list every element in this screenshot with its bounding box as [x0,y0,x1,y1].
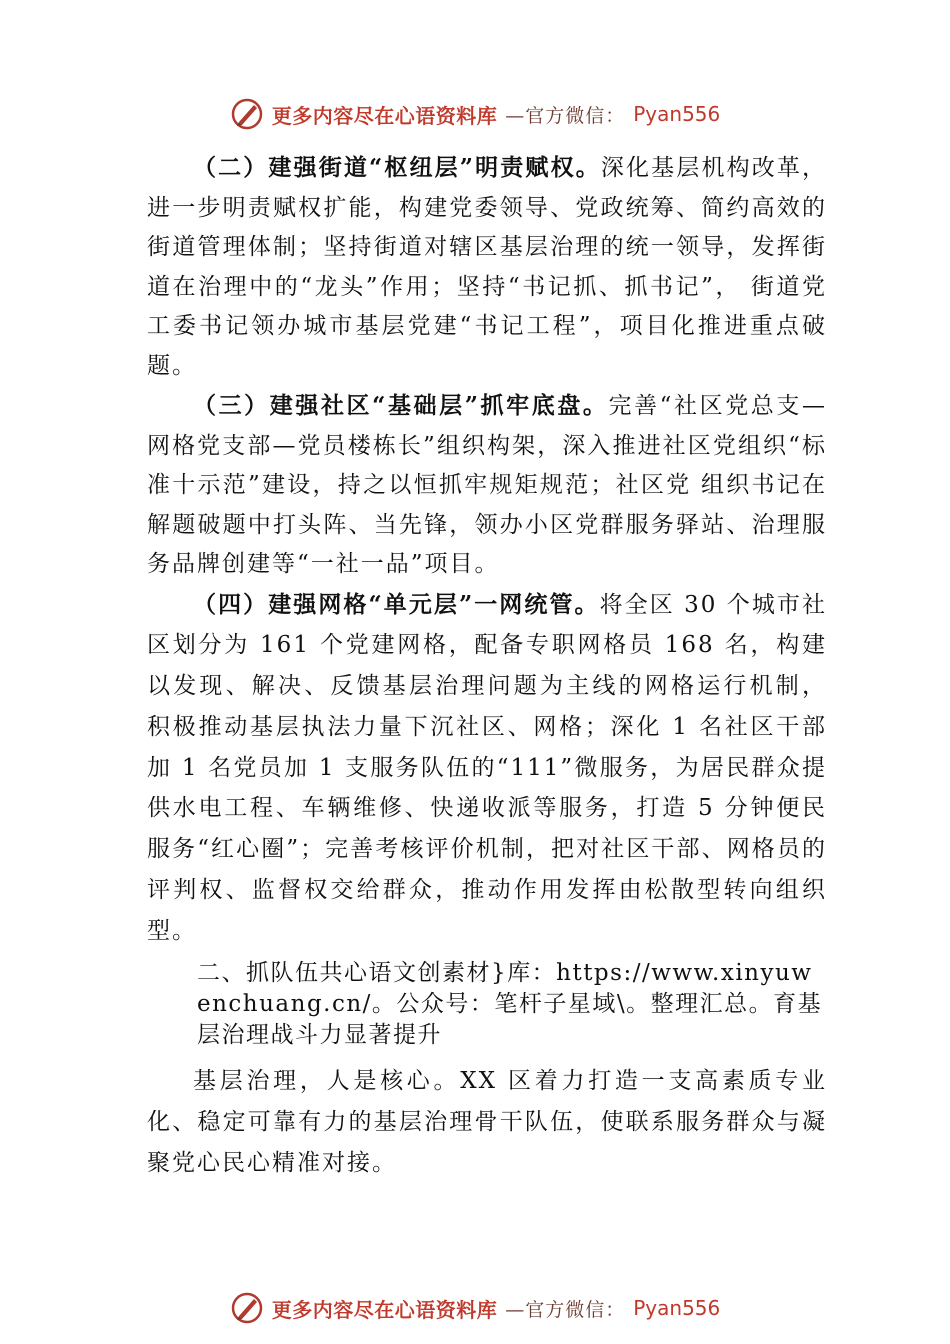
paragraph-text: 深化基层机构改革，进一步明责赋权扩能，构建党委领导、党政统筹、简约高效的街道管理体制；坚持街道对辖区基层治理的统一领导，发挥街道在治理中的“龙头”作用；坚持“书记抓、抓书记”， 街道党工委书记领办城市基层党建“书记工程”，项目化推进重点破题。 [147,155,828,379]
pen-logo-icon [230,1291,264,1325]
banner-wechat-label: —官方微信： [505,104,626,127]
banner-title: 更多内容尽在心语资料库 [271,103,498,128]
document-body [147,148,827,1184]
paragraph-text: 完善“社区党总支—网格党支部—党员楼栋长”组织构架，深入推进社区党组织“标准十示范”建设，持之以恒抓牢规矩规范；社区党 组织书记在解题破题中打头阵、当先锋，领办小区党群服务驿站、治理服务品牌创建等“一社一品”项目。 [147,393,827,577]
paragraph-street-level [147,148,827,386]
paragraph-grid-level [147,585,827,952]
paragraph-team: 基层治理，人是核心。XX 区着力打造一支高素质专业化、稳定可靠有力的基层治理骨干队伍，使联系服务群众与凝聚党心民心精准对接。 [147,1067,827,1176]
section-heading: 二、抓队伍共心语文创素材}库：https://www.xinyuwenchuang.cn/。公众号：笔杆子星域\。整理汇总。育基层治理战斗力显著提升 [197,959,823,1048]
footer-banner [0,1288,950,1328]
paragraph-lead: （三）建强社区“基础层”抓牢底盘。 [193,392,609,419]
pen-logo-icon [230,97,264,131]
banner-wechat-label: —官方微信： [505,1298,626,1321]
paragraph-community-level [147,386,827,585]
header-banner [0,94,950,134]
paragraph-text: 将全区 30 个城市社区划分为 161 个党建网格，配备专职网格员 168 名，构建以发现、解决、反馈基层治理问题为主线的网格运行机制， 积极推动基层执法力量下沉社区、网格；深化 1 名社区干部加 1 名党员加 1 支服务队伍的“111”微服务，为居民群众提供水电工程、车辆维修、快递收派等服务，打造 5 分钟便民服务“红心圈”；完善考核评价机制，把对社区干部、网格员的评判权、监督权交给群众，推动作用发挥由松散型转向组织型。 [147,591,827,944]
banner-wechat-id: Pyan556 [633,102,721,126]
banner-wechat-id: Pyan556 [633,1296,721,1320]
paragraph-lead: （二）建强街道“枢纽层”明责赋权。 [193,154,601,181]
paragraph-lead: （四）建强网格“单元层”一网统管。 [193,590,600,618]
banner-title: 更多内容尽在心语资料库 [271,1297,498,1322]
